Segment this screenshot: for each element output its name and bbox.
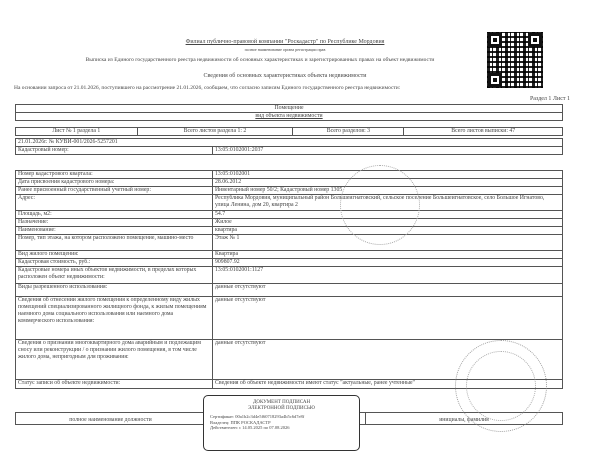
position-label: полное наименование должности — [16, 413, 206, 425]
org-sub: полное наименование органа регистрации прав — [244, 47, 326, 52]
table-row — [16, 251, 563, 259]
stamp-title-2: ЭЛЕКТРОННОЙ ПОДПИСЬЮ — [248, 405, 315, 411]
row-value: 54.7 — [213, 211, 563, 219]
doc-subtitle: Сведения об основных характеристиках объекта недвижимости — [203, 73, 367, 79]
row-label: Площадь, м2: — [16, 211, 213, 219]
row-label: Сведения об отнесении жилого помещения к определенному виду жилых помещений специализированного жилищного фонда, к жилым помещениям наемного дома социального использования или наемного дома коммерческого использования: — [16, 297, 213, 340]
table-row — [16, 227, 563, 235]
row-label: Номер кадастрового квартала: — [16, 171, 213, 179]
row-label: Виды разрешенного использования: — [16, 284, 213, 297]
row-label: Ранее присвоенный государственный учетный номер: — [16, 187, 213, 195]
row-value: квартира — [213, 227, 563, 235]
object-type: Помещение — [16, 105, 563, 113]
table-row — [16, 211, 563, 219]
official-seal — [455, 340, 547, 432]
sheets-row — [15, 127, 563, 136]
cadastral-value: 13:05:0102001:2037 — [213, 147, 563, 155]
org-name: Филиал публично-правовой компании "Роскадастр" по Республике Мордовия — [185, 39, 385, 45]
total-section-sheets: Всего листов раздела 1: 2 — [137, 128, 293, 136]
table-row — [16, 235, 563, 251]
sheet-number: Лист № 1 раздела 1 — [16, 128, 138, 136]
row-label: Номер, тип этажа, на котором расположено помещение, машино-место — [16, 235, 213, 251]
cadastral-label: Кадастровый номер: — [16, 147, 213, 155]
row-value: Жилое — [213, 219, 563, 227]
stamp-title: ДОКУМЕНТ ПОДПИСАН — [252, 400, 311, 405]
table-row — [16, 297, 563, 340]
qr-code — [487, 32, 543, 88]
table-row — [16, 267, 563, 284]
section-label: Раздел 1 Лист 1 — [529, 96, 570, 102]
stamp-certificate: Сертификат: 00a1b2c3d4e5f60718293a4b5c6d7e8f — [210, 414, 305, 419]
intro-text: На основании запроса от 21.01.2026, поступившего на рассмотрение 21.01.2026, сообщаем, что согласно записям Единого государственного реестра недвижимости: — [14, 85, 401, 91]
row-value: 13:05:0102001:1127 — [213, 267, 563, 284]
e-signature-stamp — [203, 395, 360, 451]
doc-number: 21.01.2026г. № КУВИ-001/2026-5257201 — [16, 139, 563, 147]
row-label: Кадастровые номера иных объектов недвижимости, в пределах которых расположен объект недвижимости: — [16, 267, 213, 284]
row-value: Квартира — [213, 251, 563, 259]
object-type-label: вид объекта недвижимости — [16, 113, 563, 121]
doc-title: Выписка из Единого государственного реестра недвижимости об основных характеристиках и зарегистрированных правах на объект недвижимости — [85, 57, 435, 63]
row-label: Наименование: — [16, 227, 213, 235]
row-value: 909807.92 — [213, 259, 563, 267]
table-row — [16, 179, 563, 187]
table-row — [16, 171, 563, 179]
row-label: Дата присвоения кадастрового номера: — [16, 179, 213, 187]
object-header — [15, 104, 563, 121]
row-value: данные отсутствуют — [213, 297, 563, 340]
seal-faint — [340, 165, 420, 245]
total-sheets: Всего листов выписки: 47 — [404, 128, 563, 136]
row-label: Статус записи об объекте недвижимости: — [16, 380, 213, 389]
row-value: данные отсутствуют — [213, 340, 563, 380]
table-row — [16, 219, 563, 227]
table-row — [16, 187, 563, 195]
signature-label: инициалы, фамилия — [366, 413, 563, 425]
row-label: Адрес: — [16, 195, 213, 211]
row-value: Этаж № 1 — [213, 235, 563, 251]
row-label: Сведения о признании многоквартирного дома аварийным и подлежащим сносу или реконструкции / о признании жилого помещения, в том числе жилого дома, непригодным для проживания: — [16, 340, 213, 380]
table-row — [16, 259, 563, 267]
doc-number-row — [15, 138, 563, 155]
total-sections: Всего разделов: 3 — [293, 128, 404, 136]
row-value: Сведения об объекте недвижимости имеют статус "актуальные, ранее учтенные" — [213, 380, 563, 389]
row-label: Назначение: — [16, 219, 213, 227]
row-value: Республика Мордовия, муниципальный район Большеигнатовский, сельское поселение Большеигнатовское, село Большое Игнатово, улица Ленина, дом 20, квартира 2 — [213, 195, 563, 211]
stamp-owner: Владелец: ППК РОСКАДАСТР — [210, 419, 271, 425]
row-value: Инвентарный номер 50/2; Кадастровый номер 1305 — [213, 187, 563, 195]
stamp-validity: Действителен: с 14.05.2025 по 07.08.2026 — [210, 425, 290, 430]
table-row — [16, 284, 563, 297]
row-label: Кадастровая стоимость, руб.: — [16, 259, 213, 267]
row-value: 28.06.2012 — [213, 179, 563, 187]
table-row — [16, 195, 563, 211]
row-value: 13:05:0102001 — [213, 171, 563, 179]
row-label: Вид жилого помещения: — [16, 251, 213, 259]
row-value: данные отсутствуют — [213, 284, 563, 297]
